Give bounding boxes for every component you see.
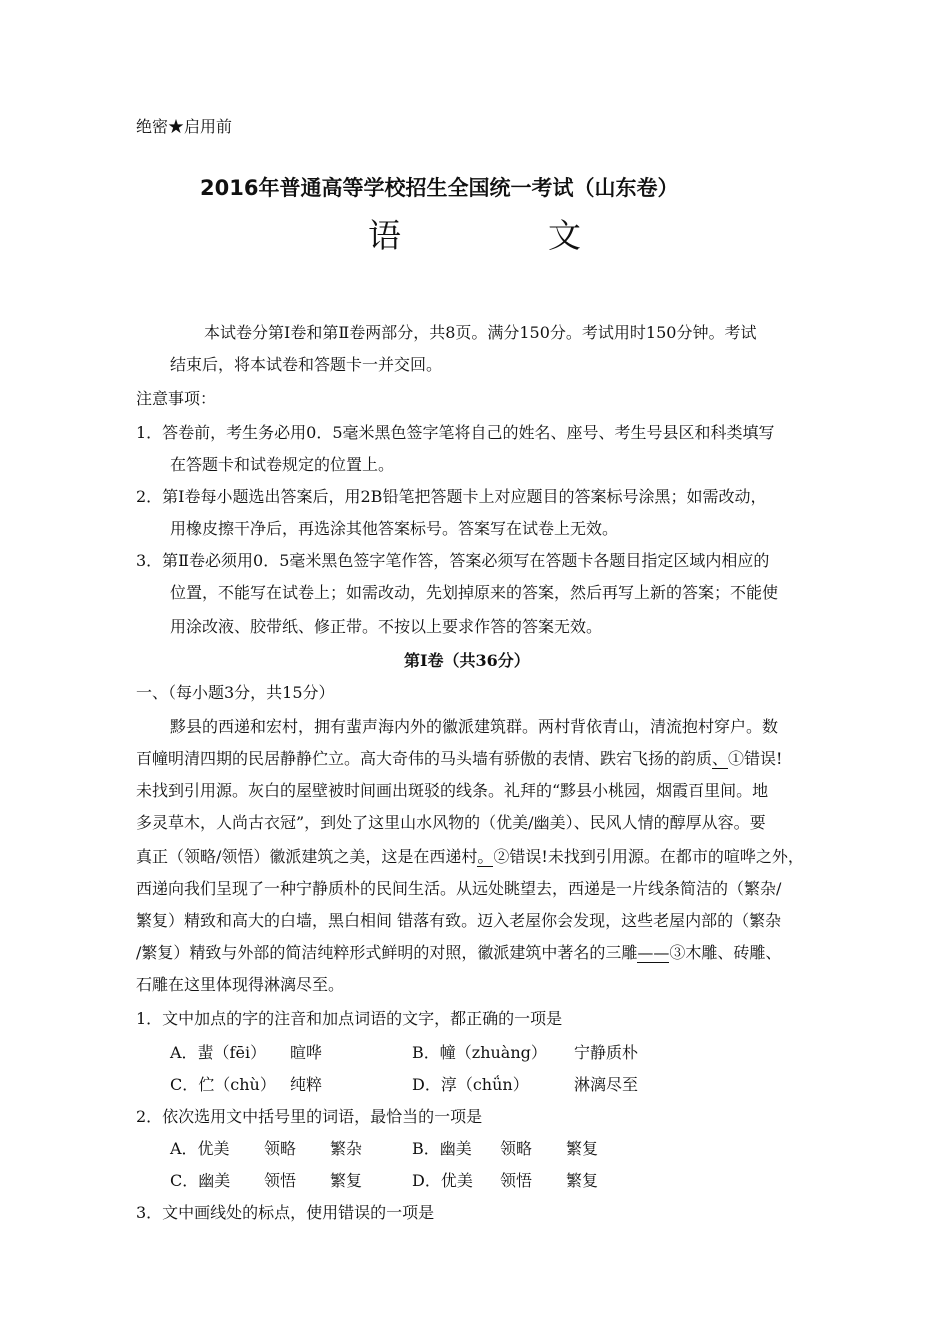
q2-option-b-2: 领略 bbox=[500, 1139, 533, 1158]
note-1-line-2: 在答题卡和试卷规定的位置上。 bbox=[170, 455, 395, 474]
underlined-mark-2: 。 bbox=[477, 847, 494, 866]
q2-option-d-2: 领悟 bbox=[500, 1171, 533, 1190]
part-heading: 一、（每小题3分，共15分） bbox=[136, 683, 335, 702]
note-3-line-1: 3．第Ⅱ卷必须用0．5毫米黑色签字笔作答，答案必须写在答题卡各题目指定区域内相应的 bbox=[136, 551, 770, 570]
passage-line-7: 繁复）精致和高大的白墙，黑白相间 错落有致。迈入老屋你会发现，这些老屋内部的（繁杂 bbox=[136, 911, 782, 930]
q1-option-a-word: 暄哗 bbox=[290, 1043, 323, 1062]
q1-option-b-char: B．幢（zhuàng） bbox=[412, 1043, 547, 1062]
q1-option-d-word: 淋漓尽至 bbox=[574, 1075, 639, 1094]
passage-line-9: 石雕在这里体现得淋漓尽至。 bbox=[136, 975, 345, 994]
passage-line-5 bbox=[136, 846, 804, 868]
intro-line-1: 本试卷分第Ⅰ卷和第Ⅱ卷两部分，共8页。满分150分。考试用时150分钟。考试 bbox=[204, 323, 757, 342]
notes-heading: 注意事项： bbox=[136, 389, 217, 408]
q2-option-c-3: 繁复 bbox=[330, 1171, 363, 1190]
passage-line-2 bbox=[136, 748, 782, 770]
passage-line-6: 西递向我们呈现了一种宁静质朴的民间生活。从远处眺望去，西递是一片线条简洁的（繁杂/ bbox=[136, 879, 782, 898]
q2-option-d-3: 繁复 bbox=[566, 1171, 599, 1190]
q1-option-c-word: 纯粹 bbox=[290, 1075, 323, 1094]
passage-line-3: 未找到引用源。灰白的屋壁被时间画出斑驳的线条。礼拜的“黟县小桃园，烟霞百里间。地 bbox=[136, 781, 769, 800]
note-3-line-2: 位置，不能写在试卷上；如需改动，先划掉原来的答案，然后再写上新的答案；不能使 bbox=[170, 583, 779, 602]
intro-line-2: 结束后，将本试卷和答题卡一并交回。 bbox=[170, 355, 443, 374]
q1-option-d-char: D．淳（chǘn） bbox=[412, 1075, 529, 1094]
note-3-line-3: 用涂改液、胶带纸、修正带。不按以上要求作答的答案无效。 bbox=[170, 617, 603, 636]
q2-option-a-3: 繁杂 bbox=[330, 1139, 363, 1158]
q2-option-c-2: 领悟 bbox=[264, 1171, 297, 1190]
passage-line-5-text: 真正（领略/领悟）徽派建筑之美，这是在西递村 bbox=[136, 847, 478, 866]
q2-option-c-1: C．幽美 bbox=[170, 1171, 231, 1190]
question-3-stem: 3．文中画线处的标点，使用错误的一项是 bbox=[136, 1203, 435, 1222]
q1-option-a-char: A．蜚（fēi） bbox=[170, 1043, 267, 1062]
q2-option-a-2: 领略 bbox=[264, 1139, 297, 1158]
q2-option-a-1: A．优美 bbox=[170, 1139, 230, 1158]
question-1-stem: 1．文中加点的字的注音和加点词语的文字，都正确的一项是 bbox=[136, 1009, 563, 1028]
q1-option-c-char: C．伫（chù） bbox=[170, 1075, 276, 1094]
passage-line-4: 多灵草木，人尚古衣冠”，到处了这里山水风物的（优美/幽美）、民风人情的醇厚从容。要 bbox=[136, 813, 766, 832]
passage-line-1: 黟县的西递和宏村，拥有蜚声海内外的徽派建筑群。两村背依青山，清流抱村穿户。数 bbox=[170, 717, 779, 736]
subject-char-2: 文 bbox=[548, 216, 581, 255]
q2-option-d-1: D．优美 bbox=[412, 1171, 473, 1190]
passage-line-8-tail: ③木雕、砖雕、 bbox=[669, 943, 782, 962]
secret-label: 绝密★启用前 bbox=[136, 117, 233, 136]
q2-option-b-3: 繁复 bbox=[566, 1139, 599, 1158]
passage-line-5-tail: ②错误!未找到引用源。在都市的喧哗之外， bbox=[493, 847, 804, 866]
passage-line-8 bbox=[136, 942, 781, 964]
underlined-mark-3: —— bbox=[637, 943, 670, 962]
note-1-line-1: 1．答卷前，考生务必用0．5毫米黑色签字笔将自己的姓名、座号、考生号县区和科类填写 bbox=[136, 423, 775, 442]
passage-line-8-text: /繁复）精致与外部的简洁纯粹形式鲜明的对照，徽派建筑中著名的三雕 bbox=[136, 943, 638, 962]
passage-line-2-text: 百幢明清四期的民居静静伫立。高大奇伟的马头墙有骄傲的表情、跌宕飞扬的韵质 bbox=[136, 749, 713, 768]
exam-title: 2016年普通高等学校招生全国统一考试（山东卷） bbox=[200, 176, 679, 200]
subject-char-1: 语 bbox=[368, 216, 401, 255]
question-2-stem: 2．依次选用文中括号里的词语，最恰当的一项是 bbox=[136, 1107, 483, 1126]
note-2-line-1: 2．第Ⅰ卷每小题选出答案后，用2B铅笔把答题卡上对应题目的答案标号涂黑；如需改动， bbox=[136, 487, 767, 506]
section-title: 第Ⅰ卷（共36分） bbox=[404, 651, 530, 670]
passage-line-2-tail: ①错误! bbox=[728, 749, 783, 768]
q1-option-b-word: 宁静质朴 bbox=[574, 1043, 639, 1062]
underlined-mark-1: 、 bbox=[712, 749, 729, 768]
q2-option-b-1: B．幽美 bbox=[412, 1139, 472, 1158]
note-2-line-2: 用橡皮擦干净后，再选涂其他答案标号。答案写在试卷上无效。 bbox=[170, 519, 619, 538]
